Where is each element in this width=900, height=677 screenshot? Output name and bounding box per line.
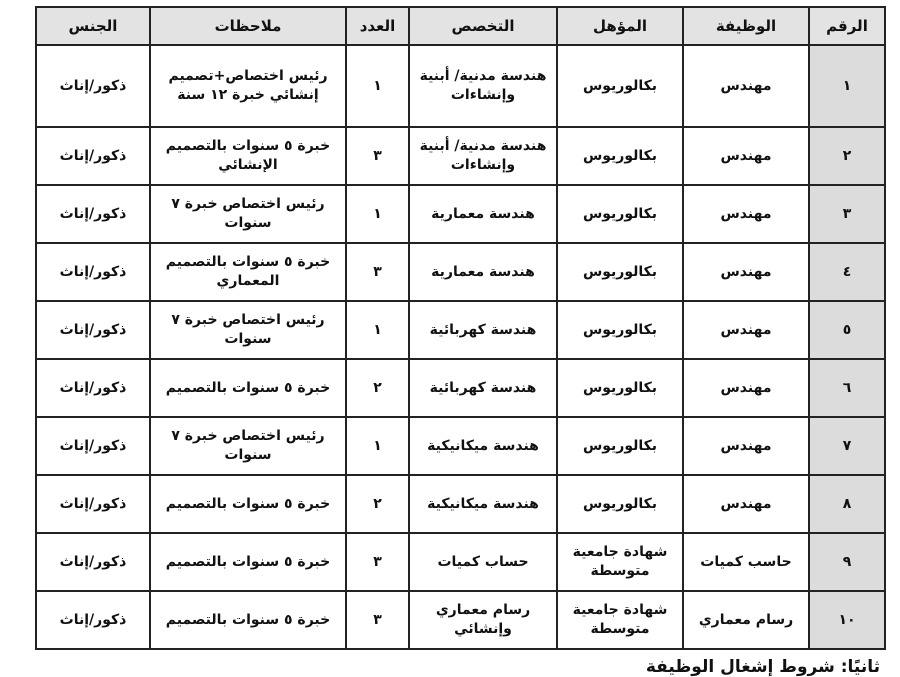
cell-gender: ذكور/إناث: [36, 591, 150, 649]
section-heading: ثانيًا: شروط إشغال الوظيفة: [645, 657, 880, 677]
cell-specialization: هندسة كهربائية: [409, 301, 557, 359]
cell-gender: ذكور/إناث: [36, 475, 150, 533]
table-row: [36, 417, 885, 475]
header-count: العدد: [346, 7, 409, 45]
cell-count: ٣: [346, 127, 409, 185]
header-number: الرقم: [809, 7, 885, 45]
cell-gender: ذكور/إناث: [36, 301, 150, 359]
cell-job-title: رسام معماري: [683, 591, 809, 649]
cell-gender: ذكور/إناث: [36, 417, 150, 475]
cell-gender: ذكور/إناث: [36, 127, 150, 185]
table-row: [36, 475, 885, 533]
cell-count: ٢: [346, 475, 409, 533]
cell-job-title: مهندس: [683, 127, 809, 185]
cell-qualification: بكالوريوس: [557, 417, 683, 475]
cell-notes: رئيس اختصاص خبرة ٧ سنوات: [150, 301, 346, 359]
cell-row-number: ٩: [809, 533, 885, 591]
cell-count: ١: [346, 185, 409, 243]
table-row: [36, 243, 885, 301]
cell-specialization: هندسة مدنية/ أبنية وإنشاءات: [409, 127, 557, 185]
cell-count: ٣: [346, 533, 409, 591]
cell-notes: رئيس اختصاص+تصميم إنشائي خبرة ١٢ سنة: [150, 45, 346, 127]
cell-job-title: مهندس: [683, 45, 809, 127]
cell-notes: رئيس اختصاص خبرة ٧ سنوات: [150, 185, 346, 243]
cell-count: ١: [346, 301, 409, 359]
cell-notes: خبرة ٥ سنوات بالتصميم: [150, 475, 346, 533]
cell-notes: رئيس اختصاص خبرة ٧ سنوات: [150, 417, 346, 475]
table-row: [36, 45, 885, 127]
table-row: [36, 359, 885, 417]
cell-row-number: ١: [809, 45, 885, 127]
cell-specialization: هندسة ميكانيكية: [409, 417, 557, 475]
table-row: [36, 127, 885, 185]
cell-qualification: شهادة جامعية متوسطة: [557, 591, 683, 649]
cell-qualification: شهادة جامعية متوسطة: [557, 533, 683, 591]
cell-notes: خبرة ٥ سنوات بالتصميم المعماري: [150, 243, 346, 301]
table-row: [36, 185, 885, 243]
header-specialization: التخصص: [409, 7, 557, 45]
cell-count: ١: [346, 45, 409, 127]
header-notes: ملاحظات: [150, 7, 346, 45]
cell-gender: ذكور/إناث: [36, 359, 150, 417]
cell-row-number: ٨: [809, 475, 885, 533]
cell-qualification: بكالوريوس: [557, 243, 683, 301]
cell-qualification: بكالوريوس: [557, 359, 683, 417]
header-gender: الجنس: [36, 7, 150, 45]
header-row: [36, 7, 885, 45]
header-job: الوظيفة: [683, 7, 809, 45]
cell-notes: خبرة ٥ سنوات بالتصميم: [150, 359, 346, 417]
cell-row-number: ٣: [809, 185, 885, 243]
cell-job-title: مهندس: [683, 301, 809, 359]
cell-specialization: رسام معماري وإنشائي: [409, 591, 557, 649]
jobs-table: [35, 6, 886, 650]
header-qualification: المؤهل: [557, 7, 683, 45]
cell-count: ٣: [346, 591, 409, 649]
cell-qualification: بكالوريوس: [557, 127, 683, 185]
cell-row-number: ١٠: [809, 591, 885, 649]
cell-gender: ذكور/إناث: [36, 533, 150, 591]
cell-specialization: هندسة ميكانيكية: [409, 475, 557, 533]
cell-job-title: مهندس: [683, 359, 809, 417]
cell-specialization: حساب كميات: [409, 533, 557, 591]
cell-notes: خبرة ٥ سنوات بالتصميم: [150, 591, 346, 649]
table-row: [36, 533, 885, 591]
cell-notes: خبرة ٥ سنوات بالتصميم: [150, 533, 346, 591]
cell-count: ٢: [346, 359, 409, 417]
cell-specialization: هندسة مدنية/ أبنية وإنشاءات: [409, 45, 557, 127]
cell-count: ٣: [346, 243, 409, 301]
cell-job-title: مهندس: [683, 243, 809, 301]
cell-specialization: هندسة كهربائية: [409, 359, 557, 417]
cell-specialization: هندسة معمارية: [409, 243, 557, 301]
cell-row-number: ٦: [809, 359, 885, 417]
cell-job-title: حاسب كميات: [683, 533, 809, 591]
table-row: [36, 301, 885, 359]
cell-row-number: ٤: [809, 243, 885, 301]
cell-qualification: بكالوريوس: [557, 45, 683, 127]
cell-gender: ذكور/إناث: [36, 243, 150, 301]
cell-count: ١: [346, 417, 409, 475]
cell-notes: خبرة ٥ سنوات بالتصميم الإنشائي: [150, 127, 346, 185]
table-row: [36, 591, 885, 649]
cell-row-number: ٥: [809, 301, 885, 359]
cell-gender: ذكور/إناث: [36, 185, 150, 243]
cell-specialization: هندسة معمارية: [409, 185, 557, 243]
cell-qualification: بكالوريوس: [557, 301, 683, 359]
cell-gender: ذكور/إناث: [36, 45, 150, 127]
cell-row-number: ٧: [809, 417, 885, 475]
cell-qualification: بكالوريوس: [557, 475, 683, 533]
cell-job-title: مهندس: [683, 185, 809, 243]
cell-qualification: بكالوريوس: [557, 185, 683, 243]
cell-job-title: مهندس: [683, 475, 809, 533]
cell-job-title: مهندس: [683, 417, 809, 475]
cell-row-number: ٢: [809, 127, 885, 185]
